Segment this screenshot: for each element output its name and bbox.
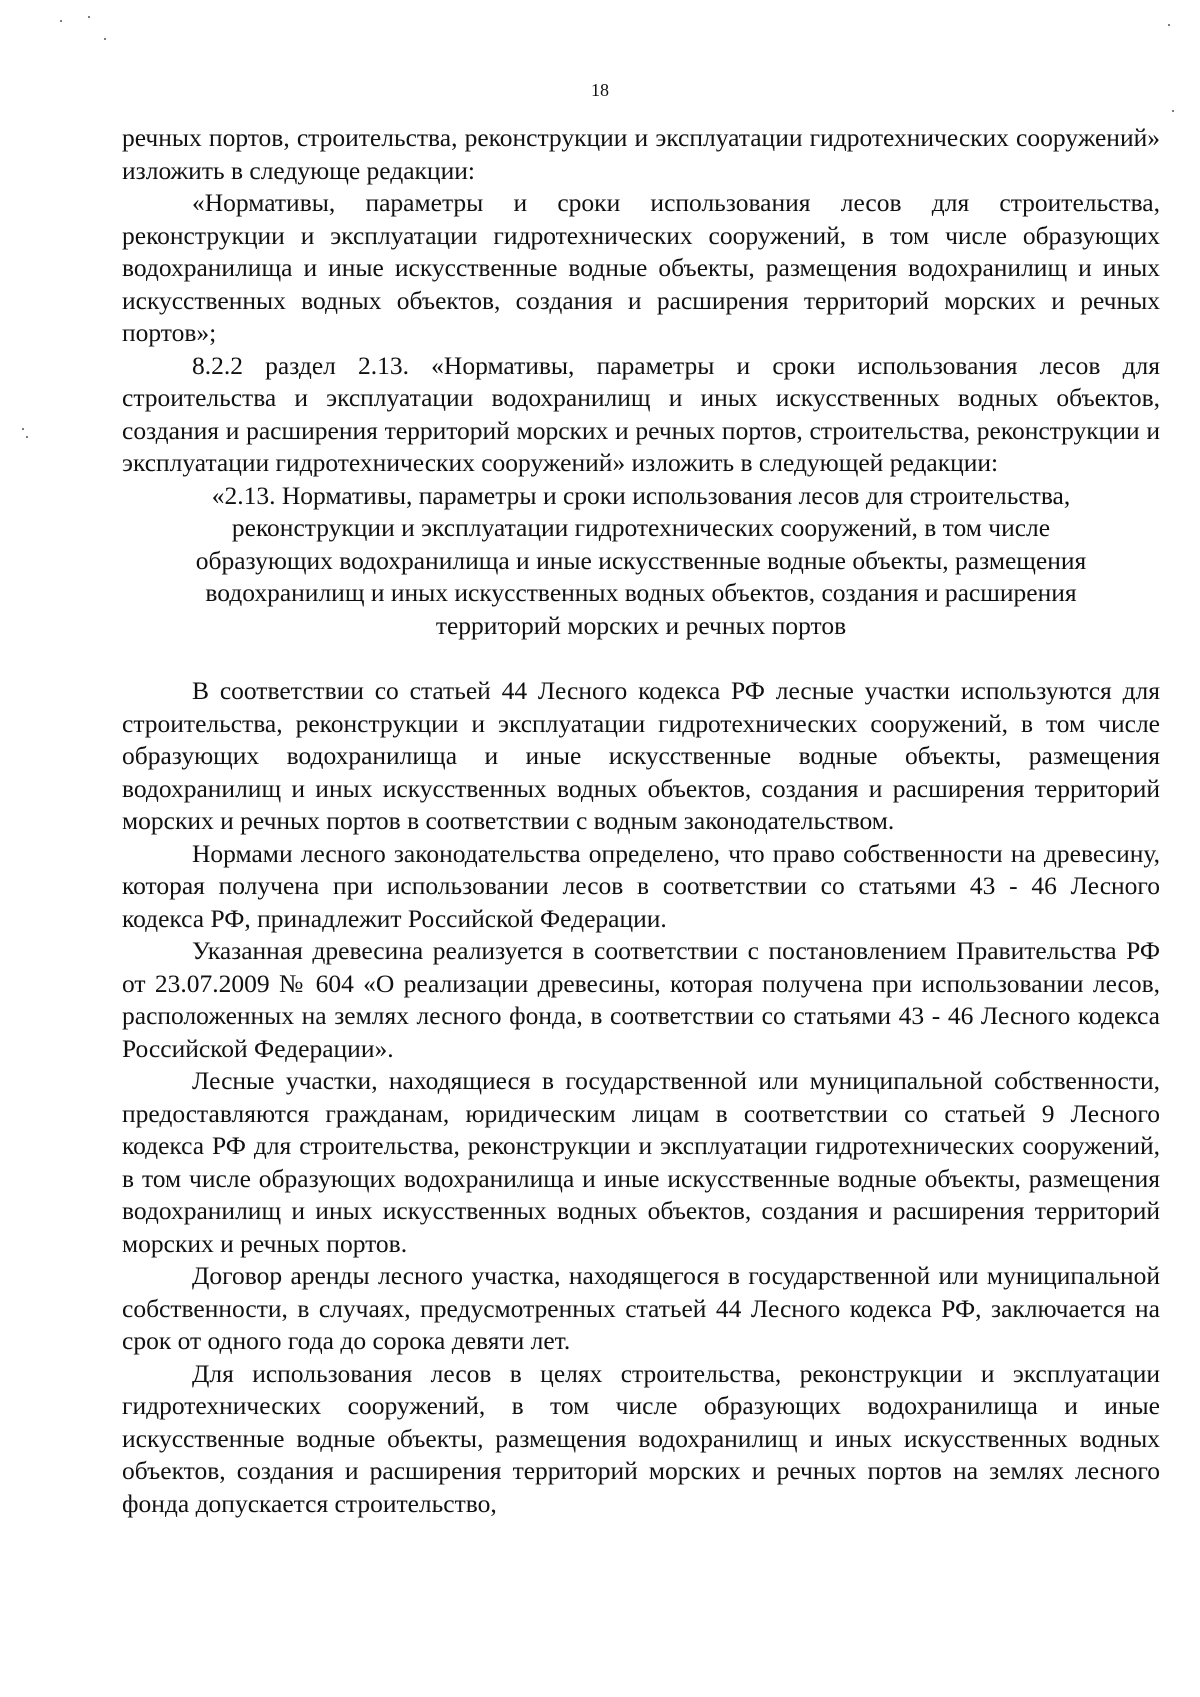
scan-speck <box>1172 110 1174 112</box>
section-title: «2.13. Нормативы, параметры и сроки использования лесов для строительства, реконструкции и эксплуатации гидротехнических сооружений, в том числе образующих водохранилища и иные искусственные водные объекты, размещения водохранилищ и иных искусственных водных объектов, создания и расширения территорий морских и речных портов <box>195 480 1087 640</box>
scan-speck <box>26 436 28 438</box>
scan-speck <box>1168 24 1170 26</box>
paragraph: Нормами лесного законодательства определено, что право собственности на древесину, которая получена при использовании лесов в соответствии со статьями 43 - 46 Лесного кодекса РФ, принадлежит Российской Федерации. <box>122 838 1160 933</box>
scan-speck <box>104 38 106 40</box>
scan-speck <box>88 16 90 18</box>
paragraph-quoted-title: «Нормативы, параметры и сроки использования лесов для строительства, реконструкции и эксплуатации гидротехнических сооружений, в том числе образующих водохранилища и иные искусственные водные объекты, размещения водохранилищ и иных искусственных водных объектов, создания и расширения территорий морских и речных портов»; <box>122 188 1160 347</box>
document-body <box>122 122 1160 1520</box>
paragraph: Лесные участки, находящиеся в государственной или муниципальной собственности, предоставляются гражданам, юридическим лицам в соответствии со статьей 9 Лесного кодекса РФ для строительства, реконструкции и эксплуатации гидротехнических сооружений, в том числе образующих водохранилища и иные искусственные водные объекты, размещения водохранилищ и иных искусственных водных объектов, создания и расширения территорий морских и речных портов. <box>122 1066 1160 1258</box>
scan-speck <box>22 428 24 430</box>
paragraph-continuation: речных портов, строительства, реконструкции и эксплуатации гидротехнических сооружений» изложить в следующе редакции: <box>122 123 1160 185</box>
paragraph: Указанная древесина реализуется в соответствии с постановлением Правительства РФ от 23.07.2009 № 604 «О реализации древесины, которая получена при использовании лесов, расположенных на землях лесного фонда, в соответствии со статьями 43 - 46 Лесного кодекса Российской Федерации». <box>122 936 1160 1063</box>
page-number: 18 <box>591 80 609 100</box>
paragraph-section-amendment: 8.2.2 раздел 2.13. «Нормативы, параметры и сроки использования лесов для строительства и эксплуатации водохранилищ и иных искусственных водных объектов, создания и расширения территорий морских и речных портов, строительства, реконструкции и эксплуатации гидротехнических сооружений» изложить в следующей редакции: <box>122 350 1160 477</box>
paragraph: В соответствии со статьей 44 Лесного кодекса РФ лесные участки используются для строительства, реконструкции и эксплуатации гидротехнических сооружений, в том числе образующих водохранилища и иные искусственные водные объекты, размещения водохранилищ и иных искусственных водных объектов, создания и расширения территорий морских и речных портов в соответствии с водным законодательством. <box>122 676 1160 835</box>
spacer <box>122 642 1160 675</box>
paragraph: Для использования лесов в целях строительства, реконструкции и эксплуатации гидротехнических сооружений, в том числе образующих водохранилища и иные искусственные водные объекты, размещения водохранилищ и иных искусственных водных объектов, создания и расширения территорий морских и речных портов на землях лесного фонда допускается строительство, <box>122 1358 1160 1518</box>
scan-speck <box>60 20 62 22</box>
paragraph: Договор аренды лесного участка, находящегося в государственной или муниципальной собственности, в случаях, предусмотренных статьей 44 Лесного кодекса РФ, заключается на срок от одного года до сорока девяти лет. <box>122 1261 1160 1355</box>
